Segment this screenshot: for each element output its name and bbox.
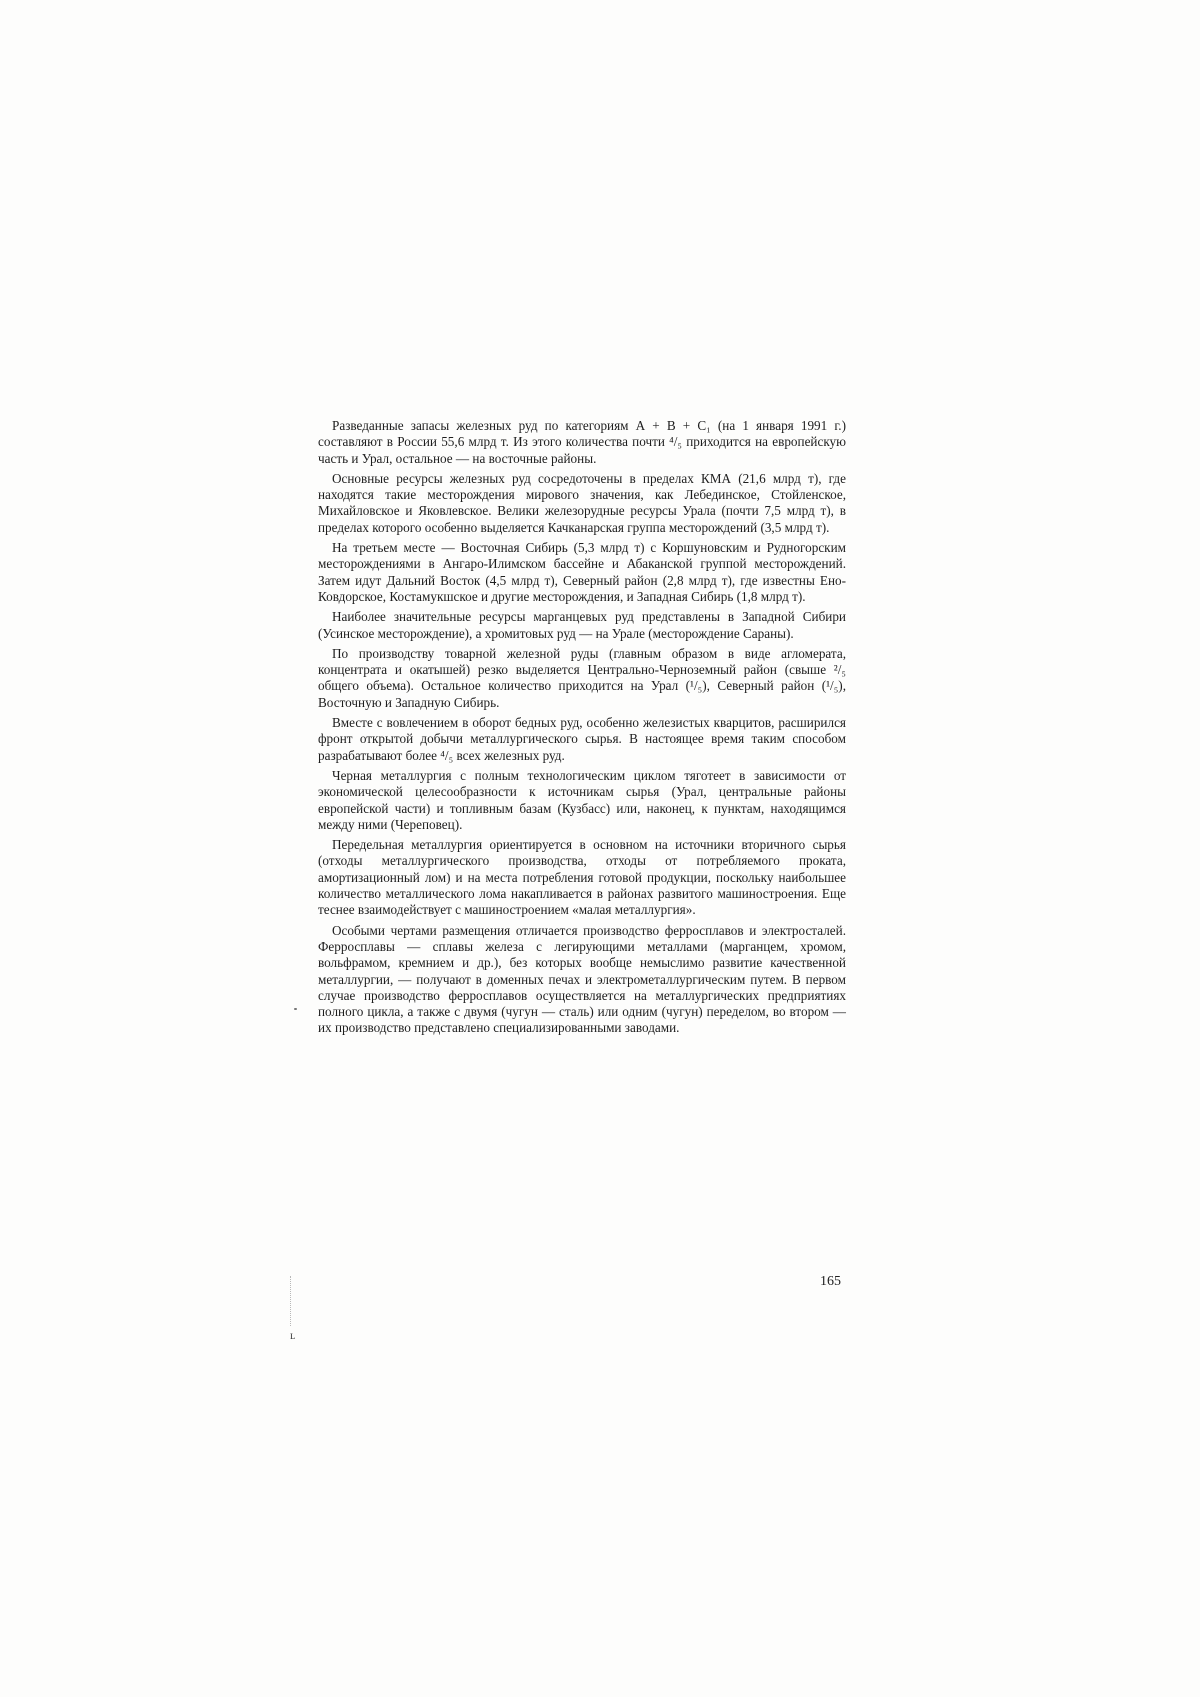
margin-corner-mark: ʟ: [290, 1328, 296, 1342]
body-text: [318, 418, 846, 1041]
page-number: 165: [820, 1274, 841, 1289]
scan-speck: [294, 1008, 297, 1010]
paragraph-ferroalloys: Особыми чертами размещения отличается производство ферросплавов и электросталей. Ферросплавы — сплавы железа с легирующими металлами (марганцем, хромом, вольфрамом, кремнием и др.), без которых вообще немыслимо развитие качественной металлургии, — получают в доменных печах и электрометаллургическим путем. В первом случае производство ферросплавов осуществляется на металлургических предприятиях полного цикла, а также с двумя (чугун — сталь) или одним (чугун) переделом, во втором — их производство представлено специализированными заводами.: [318, 922, 846, 1036]
paragraph-full-cycle-metallurgy: Черная металлургия с полным технологическим циклом тяготеет в зависимости от экономической целесообразности к источникам сырья (Урал, центральные районы европейской части) и топливным базам (Кузбасс) или, наконец, к пунктам, находящимся между ними (Череповец).: [318, 767, 846, 832]
paragraph-open-pit-mining: Вместе с вовлечением в оборот бедных руд, особенно железистых кварцитов, расширился фронт открытой добычи металлургического сырья. В настоящее время таким способом разрабатывают более ⁴/₅ всех железных руд.: [318, 715, 846, 763]
paragraph-ore-production: По производству товарной железной руды (главным образом в виде агломерата, концентрата и окатышей) резко выделяется Центрально-Черноземный район (свыше ²/₅ общего объема). Остальное количество приходится на Урал (¹/₅), Северный район (¹/₅), Восточную и Западную Сибирь.: [318, 645, 846, 710]
paragraph-manganese-chromite: Наиболее значительные ресурсы марганцевых руд представлены в Западной Сибири (Усинское месторождение), а хромитовых руд — на Урале (месторождение Сараны).: [318, 609, 846, 641]
paragraph-conversion-metallurgy: Передельная металлургия ориентируется в основном на источники вторичного сырья (отходы металлургического производства, отходы от потребляемого проката, амортизационный лом) и на места потребления готовой продукции, поскольку наибольшее количество металлического лома накапливается в районах развитого машиностроения. Еще теснее взаимодействует с машиностроением «малая металлургия».: [318, 837, 846, 918]
paragraph-iron-ore-reserves: Разведанные запасы железных руд по категориям А + В + С₁ (на 1 января 1991 г.) составляют в России 55,6 млрд т. Из этого количества почти ⁴/₅ приходится на европейскую часть и Урал, остальное — на восточные районы.: [318, 418, 846, 466]
paragraph-east-siberia: На третьем месте — Восточная Сибирь (5,3 млрд т) с Коршуновским и Рудногорским месторождениями в Ангаро-Илимском бассейне и Абаканской группой месторождений. Затем идут Дальний Восток (4,5 млрд т), Северный район (2,8 млрд т), где известны Ено-Ковдорское, Костамукшское и другие месторождения, и Западная Сибирь (1,8 млрд т).: [318, 540, 846, 604]
paragraph-kma-resources: Основные ресурсы железных руд сосредоточены в пределах КМА (21,6 млрд т), где находятся такие месторождения мирового значения, как Лебединское, Стойленское, Михайловское и Яковлевское. Велики железорудные ресурсы Урала (почти 7,5 млрд т), в пределах которого особенно выделяется Качканарская группа месторождений (3,5 млрд т).: [318, 470, 846, 535]
margin-scan-artifact: [290, 1276, 293, 1326]
